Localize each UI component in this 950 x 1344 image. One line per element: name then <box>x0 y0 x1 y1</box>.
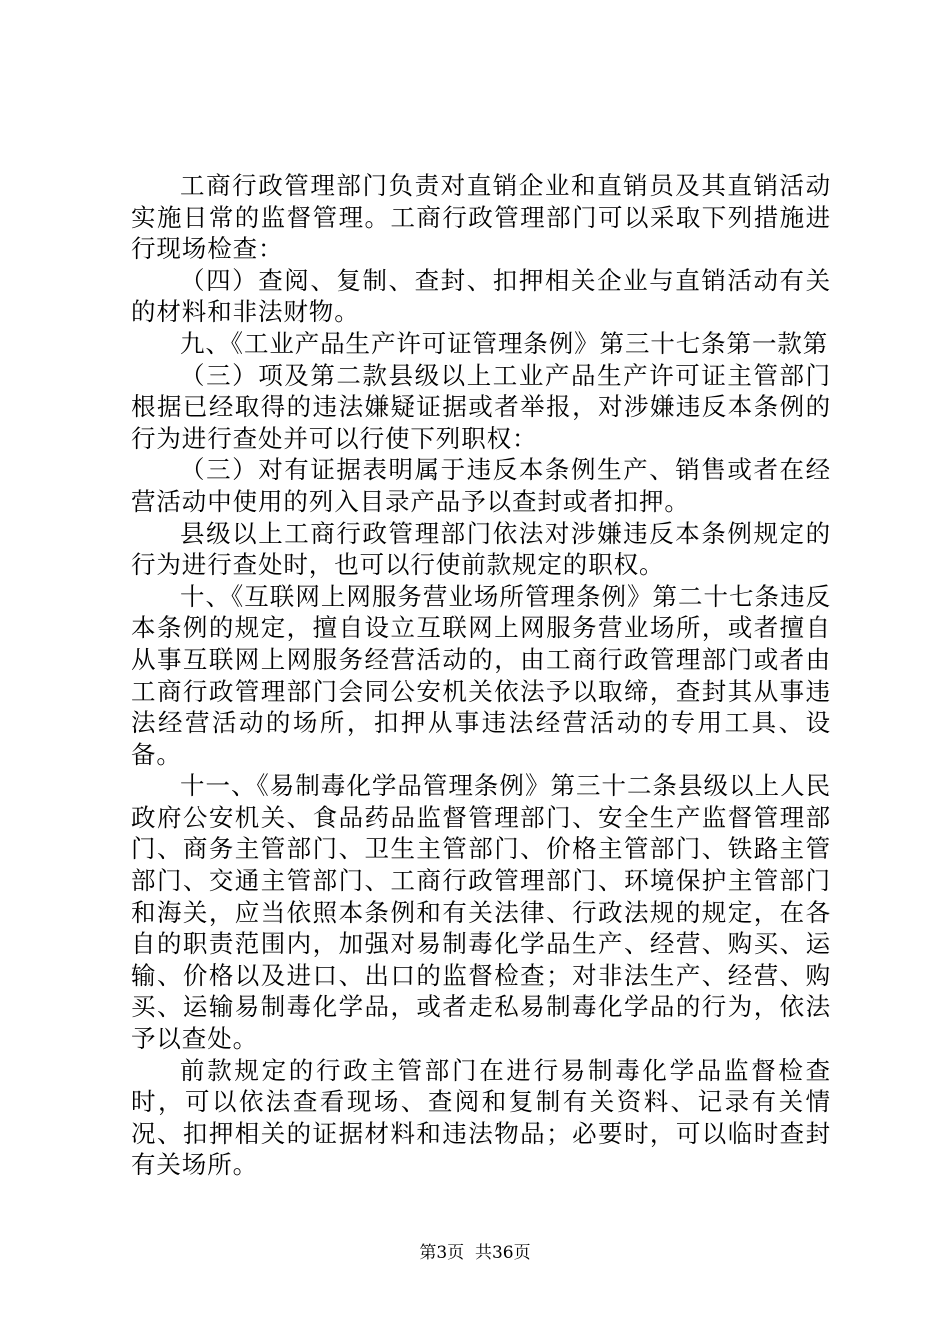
paragraph: 十、《互联网上网服务营业场所管理条例》第二十七条违反本条例的规定，擅自设立互联网上网服务营业场所，或者擅自从事互联网上网服务经营活动的，由工商行政管理部门或者由工商行政管理部门会同公安机关依法予以取缔，查封其从事违法经营活动的场所，扣押从事违法经营活动的专用工具、设备。 <box>131 581 831 769</box>
page-footer <box>0 1243 950 1263</box>
paragraph: 前款规定的行政主管部门在进行易制毒化学品监督检查时，可以依法查看现场、查阅和复制有关资料、记录有关情况、扣押相关的证据材料和违法物品；必要时，可以临时查封有关场所。 <box>131 1055 831 1180</box>
paragraph: 工商行政管理部门负责对直销企业和直销员及其直销活动实施日常的监督管理。工商行政管理部门可以采取下列措施进行现场检查： <box>131 171 831 264</box>
paragraph: （四）查阅、复制、查封、扣押相关企业与直销活动有关的材料和非法财物。 <box>131 265 831 327</box>
paragraph: （三）项及第二款县级以上工业产品生产许可证主管部门根据已经取得的违法嫌疑证据或者举报，对涉嫌违反本条例的行为进行查处并可以行使下列职权： <box>131 360 831 453</box>
page-number: 第3页 共36页 <box>419 1243 531 1263</box>
document-body <box>131 170 831 1181</box>
paragraph: （三）对有证据表明属于违反本条例生产、销售或者在经营活动中使用的列入目录产品予以查封或者扣押。 <box>131 455 831 516</box>
paragraph: 十一、《易制毒化学品管理条例》第三十二条县级以上人民政府公安机关、食品药品监督管理部门、安全生产监督管理部门、商务主管部门、卫生主管部门、价格主管部门、铁路主管部门、交通主管部门、工商行政管理部门、环境保护主管部门和海关，应当依照本条例和有关法律、行政法规的规定，在各自的职责范围内，加强对易制毒化学品生产、经营、购买、运输、价格以及进口、出口的监督检查；对非法生产、经营、购买、运输易制毒化学品，或者走私易制毒化学品的行为，依法予以查处。 <box>131 771 831 1054</box>
paragraph: 县级以上工商行政管理部门依法对涉嫌违反本条例规定的行为进行查处时，也可以行使前款规定的职权。 <box>131 518 831 580</box>
paragraph: 九、《工业产品生产许可证管理条例》第三十七条第一款第 <box>180 328 829 358</box>
